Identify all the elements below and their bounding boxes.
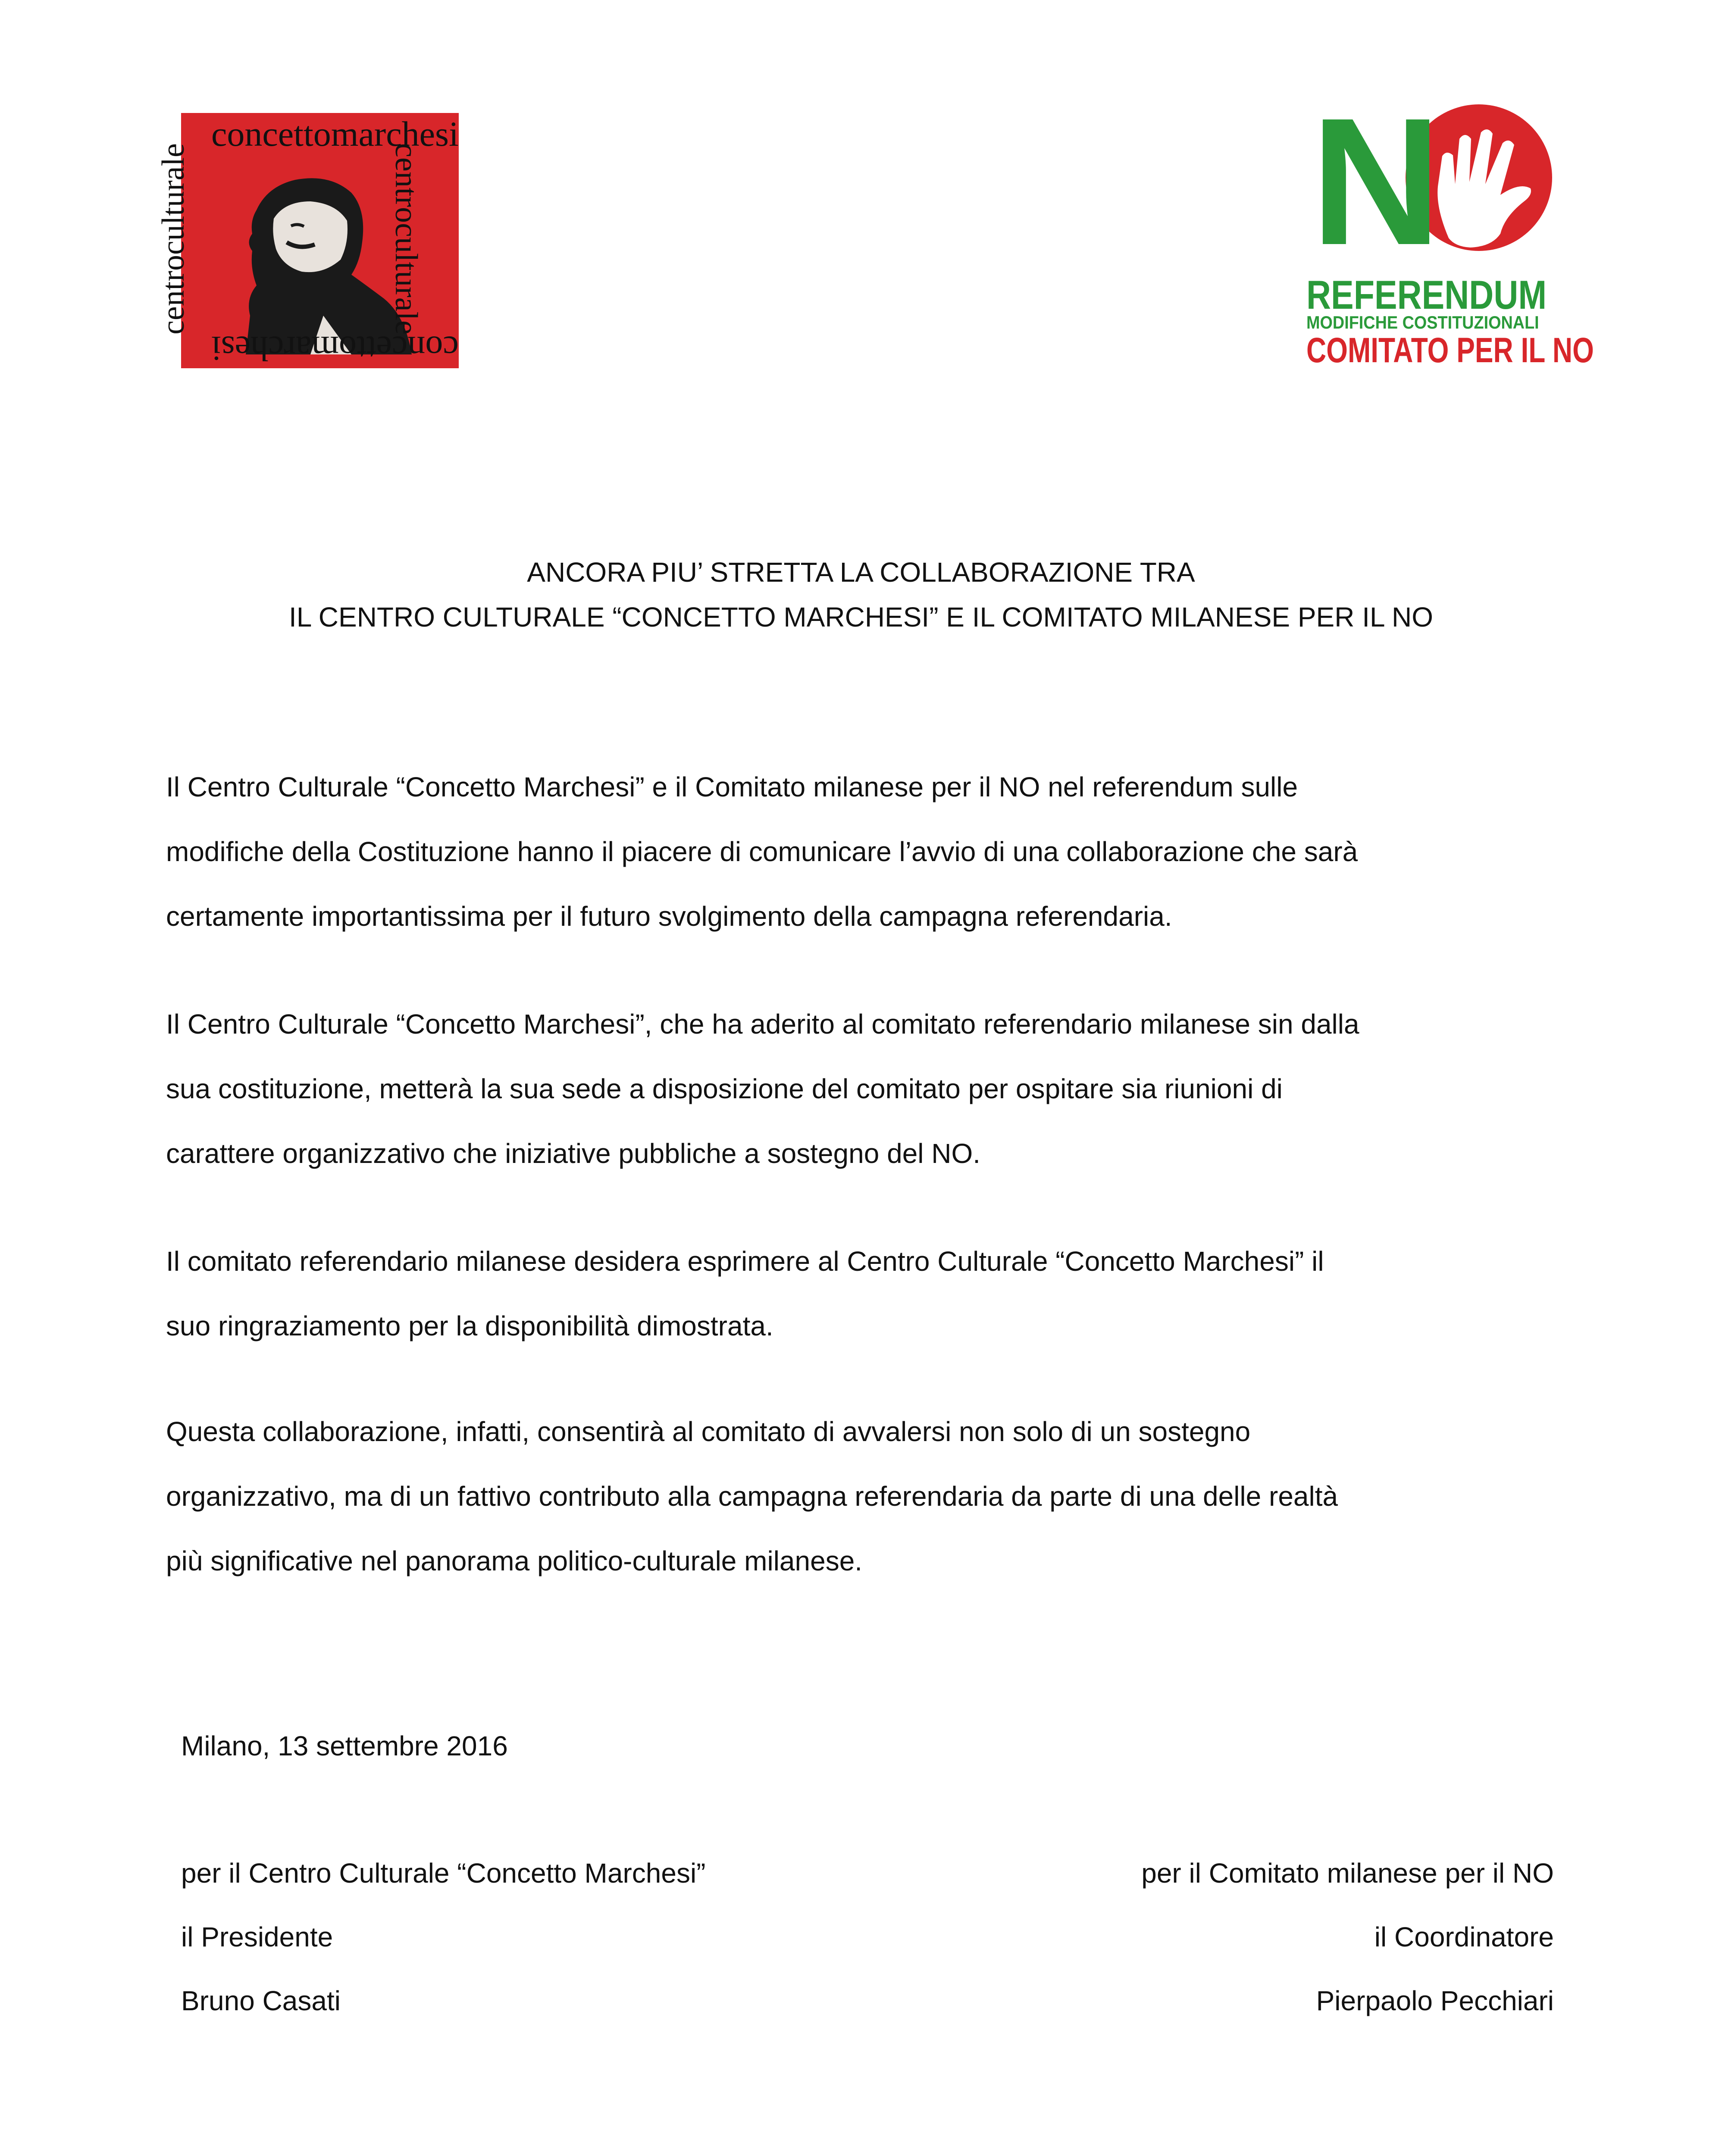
title-line: ANCORA PIU’ STRETTA LA COLLABORAZIONE TRA	[527, 557, 1195, 588]
signature-org: per il Comitato milanese per il NO	[1141, 1858, 1554, 1889]
centro-culturale-logo	[155, 113, 459, 368]
paragraph-4	[166, 1399, 1572, 1593]
logo-right-text: centroculturale	[388, 143, 424, 335]
logo-modifiche-text: MODIFICHE COSTITUZIONALI	[1306, 312, 1539, 332]
date-line: Milano, 13 settembre 2016	[181, 1730, 508, 1761]
paragraph-3	[166, 1229, 1572, 1358]
comitato-no-logo	[1306, 81, 1594, 370]
paragraph-line: modifiche della Costituzione hanno il piacere di comunicare l’avvio di una collaborazione che sarà	[166, 836, 1358, 867]
paragraph-line: sua costituzione, metterà la sua sede a disposizione del comitato per ospitare sia riunioni di	[166, 1073, 1283, 1104]
paragraph-line: suo ringraziamento per la disponibilità dimostrata.	[166, 1310, 773, 1341]
document-title	[0, 550, 1722, 639]
logo-left-text: centroculturale	[155, 143, 191, 335]
logo-top-text: concettomarchesi	[211, 114, 459, 154]
paragraph-line: più significative nel panorama politico-culturale milanese.	[166, 1545, 863, 1576]
paragraph-line: certamente importantissima per il futuro svolgimento della campagna referendaria.	[166, 901, 1172, 932]
signature-role: il Coordinatore	[1374, 1921, 1554, 1952]
logo-referendum-text: REFERENDUM	[1306, 272, 1547, 317]
logo-bottom-text: concettomarchesi	[211, 329, 459, 368]
logo-big-n: N	[1311, 81, 1442, 283]
title-line: IL CENTRO CULTURALE “CONCETTO MARCHESI” E IL COMITATO MILANESE PER IL NO	[289, 602, 1433, 633]
signature-name: Bruno Casati	[181, 1985, 341, 2016]
paragraph-line: Il Centro Culturale “Concetto Marchesi” e il Comitato milanese per il NO nel referendum sulle	[166, 771, 1298, 802]
paragraph-line: Questa collaborazione, infatti, consentirà al comitato di avvalersi non solo di un sostegno	[166, 1416, 1251, 1447]
paragraph-1	[166, 755, 1572, 949]
paragraph-line: organizzativo, ma di un fattivo contributo alla campagna referendaria da parte di una delle realtà	[166, 1481, 1338, 1512]
paragraph-line: Il comitato referendario milanese desidera esprimere al Centro Culturale “Concetto Marchesi” il	[166, 1246, 1324, 1277]
paragraph-line: carattere organizzativo che iniziative pubbliche a sostegno del NO.	[166, 1138, 981, 1169]
paragraph-line: Il Centro Culturale “Concetto Marchesi”, che ha aderito al comitato referendario milanese sin dalla	[166, 1009, 1359, 1040]
signature-left	[181, 1841, 705, 2033]
signature-right	[1141, 1841, 1554, 2033]
signature-name: Pierpaolo Pecchiari	[1316, 1985, 1554, 2016]
paragraph-2	[166, 992, 1572, 1186]
signature-org: per il Centro Culturale “Concetto Marchesi”	[181, 1858, 706, 1889]
signature-role: il Presidente	[181, 1921, 333, 1952]
logo-comitato-text: COMITATO PER IL NO	[1306, 331, 1594, 370]
